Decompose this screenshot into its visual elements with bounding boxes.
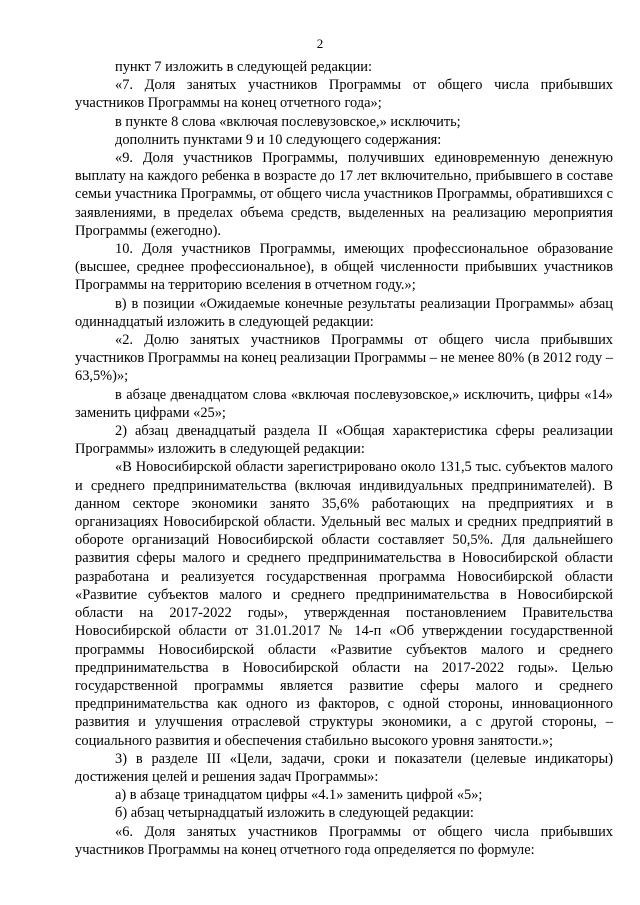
paragraph: «2. Долю занятых участников Программы от общего числа прибывших участников Программы на конец реализации Программы – не менее 80% (в 2012 году – 63,5%)»; — [75, 332, 613, 385]
page-number: 2 — [316, 36, 324, 51]
paragraph: «6. Доля занятых участников Программы от общего числа прибывших участников Программы на конец отчетного года определяется по формуле: — [75, 823, 613, 858]
paragraph: в пункте 8 слова «включая послевузовское,» исключить; — [115, 113, 461, 130]
paragraph: «В Новосибирской области зарегистрировано около 131,5 тыс. субъектов малого и среднего предпринимательства (включая индивидуальных предпринимателей). В данном секторе экономики занято 35,6% работающих на предприятиях и в организациях Новосибирской области. Удельный вес малых и средних предприятий в обороте организаций Новосибирской области составляет 50,5%. Для дальнейшего развития сферы малого и среднего предпринимательства в Новосибирской области разработана и реализуется государственная программа Новосибирской области «Развитие субъектов малого и среднего предпринимательства в Новосибирской области на 2017-2022 годы», утвержденная постановлением Правительства Новосибирской области от 31.01.2017 № 14-п «Об утверждении государственной программы Новосибирской области «Развитие субъектов малого и среднего предпринимательства в Новосибирской области на 2017-2022 годы». Целью государственной программы является развитие сферы малого и среднего предпринимательства как одного из факторов, с одной стороны, инновационного развития и улучшения отраслевой структуры экономики, а с другой стороны, – социального развития и обеспечения стабильно высокого уровня занятости.»; — [75, 459, 613, 749]
paragraph: в абзаце двенадцатом слова «включая послевузовское,» исключить, цифры «14» заменить цифрами «25»; — [75, 386, 613, 421]
paragraph: «9. Доля участников Программы, получивших единовременную денежную выплату на каждого ребенка в возрасте до 17 лет включительно, прибывшего в составе семьи участника Программы, от общего числа участников Программы, обратившихся с заявлениями, в пределах объема средств, выделенных на реализацию мероприятия Программы (ежегодно). — [75, 150, 613, 239]
paragraph: 10. Доля участников Программы, имеющих профессиональное образование (высшее, среднее профессиональное), в общей численности прибывших участников Программы на территорию вселения в отчетном году.»; — [75, 241, 613, 294]
paragraph: в) в позиции «Ожидаемые конечные результаты реализации Программы» абзац одиннадцатый изложить в следующей редакции: — [75, 295, 613, 330]
paragraph: 3) в разделе III «Цели, задачи, сроки и показатели (целевые индикаторы) достижения целей и решения задач Программы»: — [75, 750, 613, 785]
paragraph: «7. Доля занятых участников Программы от общего числа прибывших участников Программы на конец отчетного года»; — [75, 77, 613, 112]
paragraph: дополнить пунктами 9 и 10 следующего содержания: — [115, 131, 442, 148]
paragraph: а) в абзаце тринадцатом цифры «4.1» заменить цифрой «5»; — [115, 787, 483, 804]
document-body — [75, 58, 613, 859]
paragraph: б) абзац четырнадцатый изложить в следующей редакции: — [115, 805, 474, 822]
paragraph: 2) абзац двенадцатый раздела II «Общая характеристика сферы реализации Программы» изложить в следующей редакции: — [75, 423, 613, 458]
paragraph: пункт 7 изложить в следующей редакции: — [115, 59, 372, 75]
